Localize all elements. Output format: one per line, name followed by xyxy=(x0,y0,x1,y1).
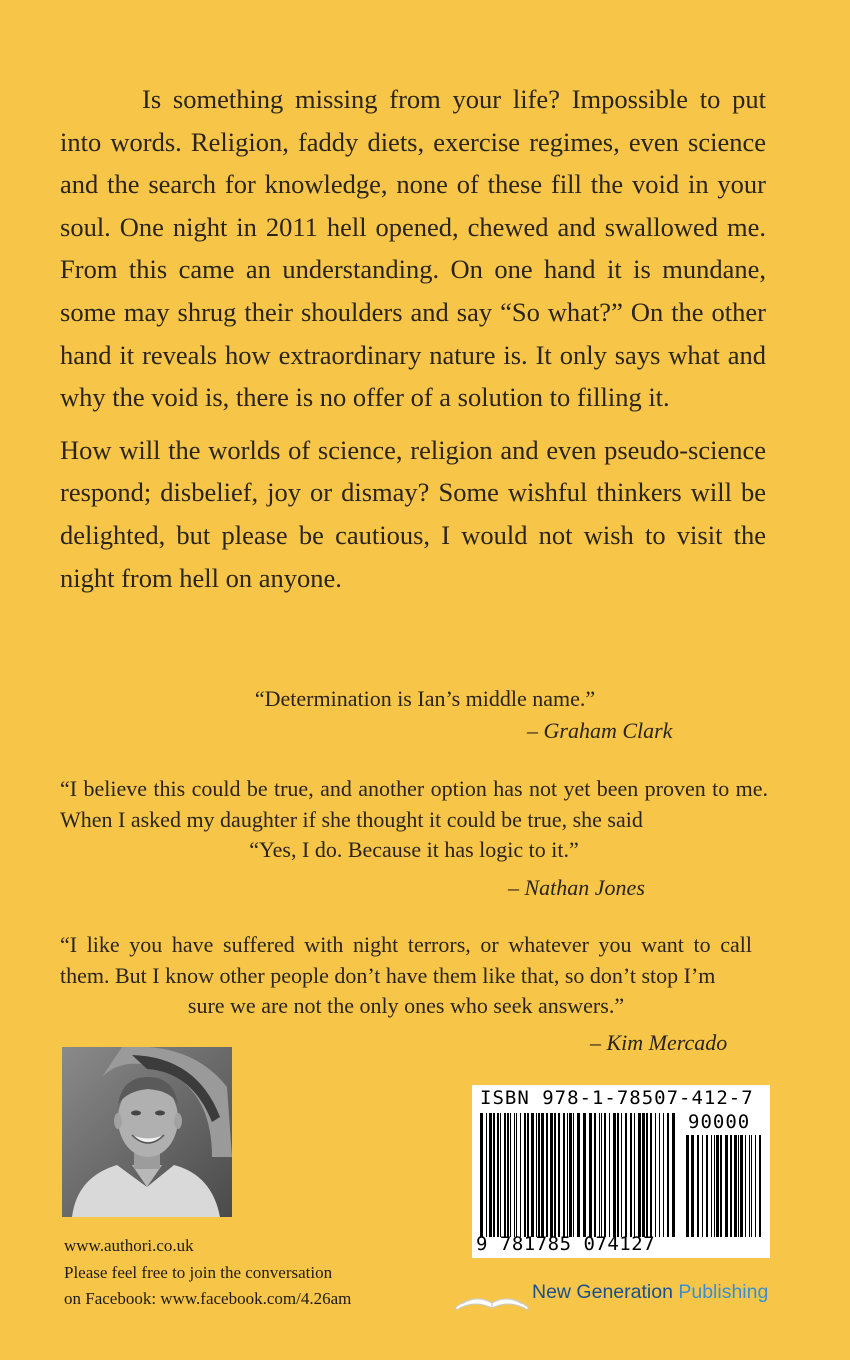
endorsement-attribution-2: – Nathan Jones xyxy=(508,875,645,900)
endorsement-quote-1: “Determination is Ian’s middle name.” xyxy=(254,686,596,711)
isbn-label: ISBN 978-1-78507-412-7 xyxy=(480,1087,754,1109)
barcode-bar xyxy=(601,1113,602,1237)
publisher-name xyxy=(532,1281,768,1304)
barcode-bar xyxy=(663,1113,664,1237)
barcode-bar xyxy=(642,1113,645,1237)
author-photo xyxy=(62,1047,232,1217)
barcode-bar xyxy=(573,1113,574,1237)
endorsement-quote-2-line-1: “I believe this could be true, and another option has not yet been proven to me. When I asked my daughter if she thought it could be true, she said xyxy=(60,776,768,832)
open-book-icon xyxy=(454,1277,530,1313)
barcode-bar xyxy=(541,1113,544,1237)
barcode-bar xyxy=(686,1135,689,1237)
publisher-logo xyxy=(454,1277,794,1313)
barcode-bar xyxy=(531,1113,534,1237)
barcode-bar xyxy=(646,1113,648,1237)
endorsement-quote-2 xyxy=(60,774,768,866)
barcode-bar xyxy=(720,1135,722,1237)
addon-barcode-bars xyxy=(686,1135,762,1237)
barcode-bar xyxy=(500,1113,501,1237)
barcode-bar xyxy=(738,1135,739,1237)
barcode-bar xyxy=(691,1135,694,1237)
barcode-bar xyxy=(558,1113,560,1237)
endorsement-quote-3-line-2: sure we are not the only ones who seek answers.” xyxy=(187,993,625,1018)
barcode-bar xyxy=(489,1113,492,1237)
barcode-bar xyxy=(604,1113,606,1237)
barcode-bar xyxy=(745,1135,746,1237)
barcode-bar xyxy=(638,1113,641,1237)
barcode-bar xyxy=(493,1113,495,1237)
barcode-bar xyxy=(538,1113,540,1237)
barcode-bar xyxy=(672,1113,675,1237)
barcode-bar xyxy=(730,1135,732,1237)
barcode-bar xyxy=(507,1113,509,1237)
barcode-bar xyxy=(759,1135,761,1237)
barcode-bar xyxy=(546,1113,548,1237)
barcode-bar xyxy=(510,1113,511,1237)
barcode-bar xyxy=(577,1113,580,1237)
barcode-bar xyxy=(583,1113,586,1237)
barcode-bar xyxy=(725,1135,728,1237)
barcode-bar xyxy=(497,1113,499,1237)
barcode-bar xyxy=(621,1113,622,1237)
barcode-bar xyxy=(630,1113,632,1237)
barcode-bar xyxy=(613,1113,616,1237)
contact-invitation: Please feel free to join the conversation xyxy=(64,1262,333,1282)
barcode-bar xyxy=(594,1113,596,1237)
ean-barcode-bars xyxy=(480,1113,676,1237)
barcode-bar xyxy=(550,1113,553,1237)
barcode-bar xyxy=(599,1113,600,1237)
barcode-bar xyxy=(569,1113,572,1237)
barcode-bar xyxy=(697,1135,699,1237)
barcode-bar xyxy=(659,1113,660,1237)
barcode-bar xyxy=(486,1113,487,1237)
barcode-bar xyxy=(740,1135,743,1237)
barcode-bar xyxy=(634,1113,635,1237)
barcode-bar xyxy=(755,1135,756,1237)
author-contact xyxy=(64,1233,444,1313)
barcode-bar xyxy=(702,1135,703,1237)
barcode-bar xyxy=(625,1113,627,1237)
barcode-bar xyxy=(524,1113,526,1237)
isbn-barcode xyxy=(472,1085,770,1258)
barcode-bar xyxy=(527,1113,529,1237)
barcode-bar xyxy=(514,1113,515,1237)
barcode-bar xyxy=(589,1113,592,1237)
price-addon-label: 90000 xyxy=(688,1111,751,1133)
endorsement-attribution-3: – Kim Mercado xyxy=(590,1030,728,1055)
barcode-bar xyxy=(609,1113,610,1237)
barcode-bar xyxy=(734,1135,737,1237)
publisher-name-part-2: Publishing xyxy=(678,1281,769,1303)
barcode-bar xyxy=(655,1113,656,1237)
barcode-bar xyxy=(706,1135,708,1237)
barcode-bar xyxy=(749,1135,750,1237)
barcode-bar xyxy=(714,1135,715,1237)
barcode-bar xyxy=(567,1113,568,1237)
barcode-bar xyxy=(516,1113,517,1237)
endorsement-quote-2-line-2: “Yes, I do. Because it has logic to it.” xyxy=(249,837,579,862)
endorsement-quote-3-line-1: “I like you have suffered with night terrors, or whatever you want to call them. But I know other people don’t have them like that, so don’t stop I’m xyxy=(60,932,752,988)
author-website: www.authori.co.uk xyxy=(64,1236,194,1255)
barcode-bar xyxy=(520,1113,521,1237)
blurb-paragraph-2: How will the worlds of science, religion and even pseudo-science respond; disbelief, joy or dismay? Some wishful thinkers will be delighted, but please be cautious, I would not wish to visit the night from hell on anyone. xyxy=(60,434,766,593)
barcode-bar xyxy=(480,1113,483,1237)
barcode-bar xyxy=(554,1113,556,1237)
barcode-bar xyxy=(536,1113,537,1237)
barcode-bar xyxy=(751,1135,752,1237)
facebook-link: on Facebook: www.facebook.com/4.26am xyxy=(64,1289,352,1308)
blurb-paragraph-1: Is something missing from your life? Impossible to put into words. Religion, faddy diets, exercise regimes, even science and the search for knowledge, none of these fill the void in your soul. One night in 2011 hell opened, chewed and swallowed me. From this came an understanding. On one hand it is mundane, some may shrug their shoulders and say “So what?” On the other hand it reveals how extraordinary nature is. It only says what and why the void is, there is no offer of a solution to filling it. xyxy=(60,84,766,413)
barcode-bar xyxy=(650,1113,652,1237)
barcode-bar xyxy=(716,1135,719,1237)
author-portrait-illustration xyxy=(62,1047,232,1217)
publisher-name-part-1: New Generation xyxy=(532,1281,673,1303)
endorsement-quote-3 xyxy=(60,930,752,1022)
barcode-bar xyxy=(504,1113,506,1237)
endorsement-attribution-1: – Graham Clark xyxy=(527,718,673,743)
ean-number-label: 9 781785 074127 xyxy=(476,1233,656,1255)
back-cover-blurb xyxy=(60,78,766,609)
barcode-bar xyxy=(617,1113,619,1237)
barcode-bar xyxy=(711,1135,712,1237)
barcode-bar xyxy=(667,1113,669,1237)
barcode-bar xyxy=(563,1113,565,1237)
